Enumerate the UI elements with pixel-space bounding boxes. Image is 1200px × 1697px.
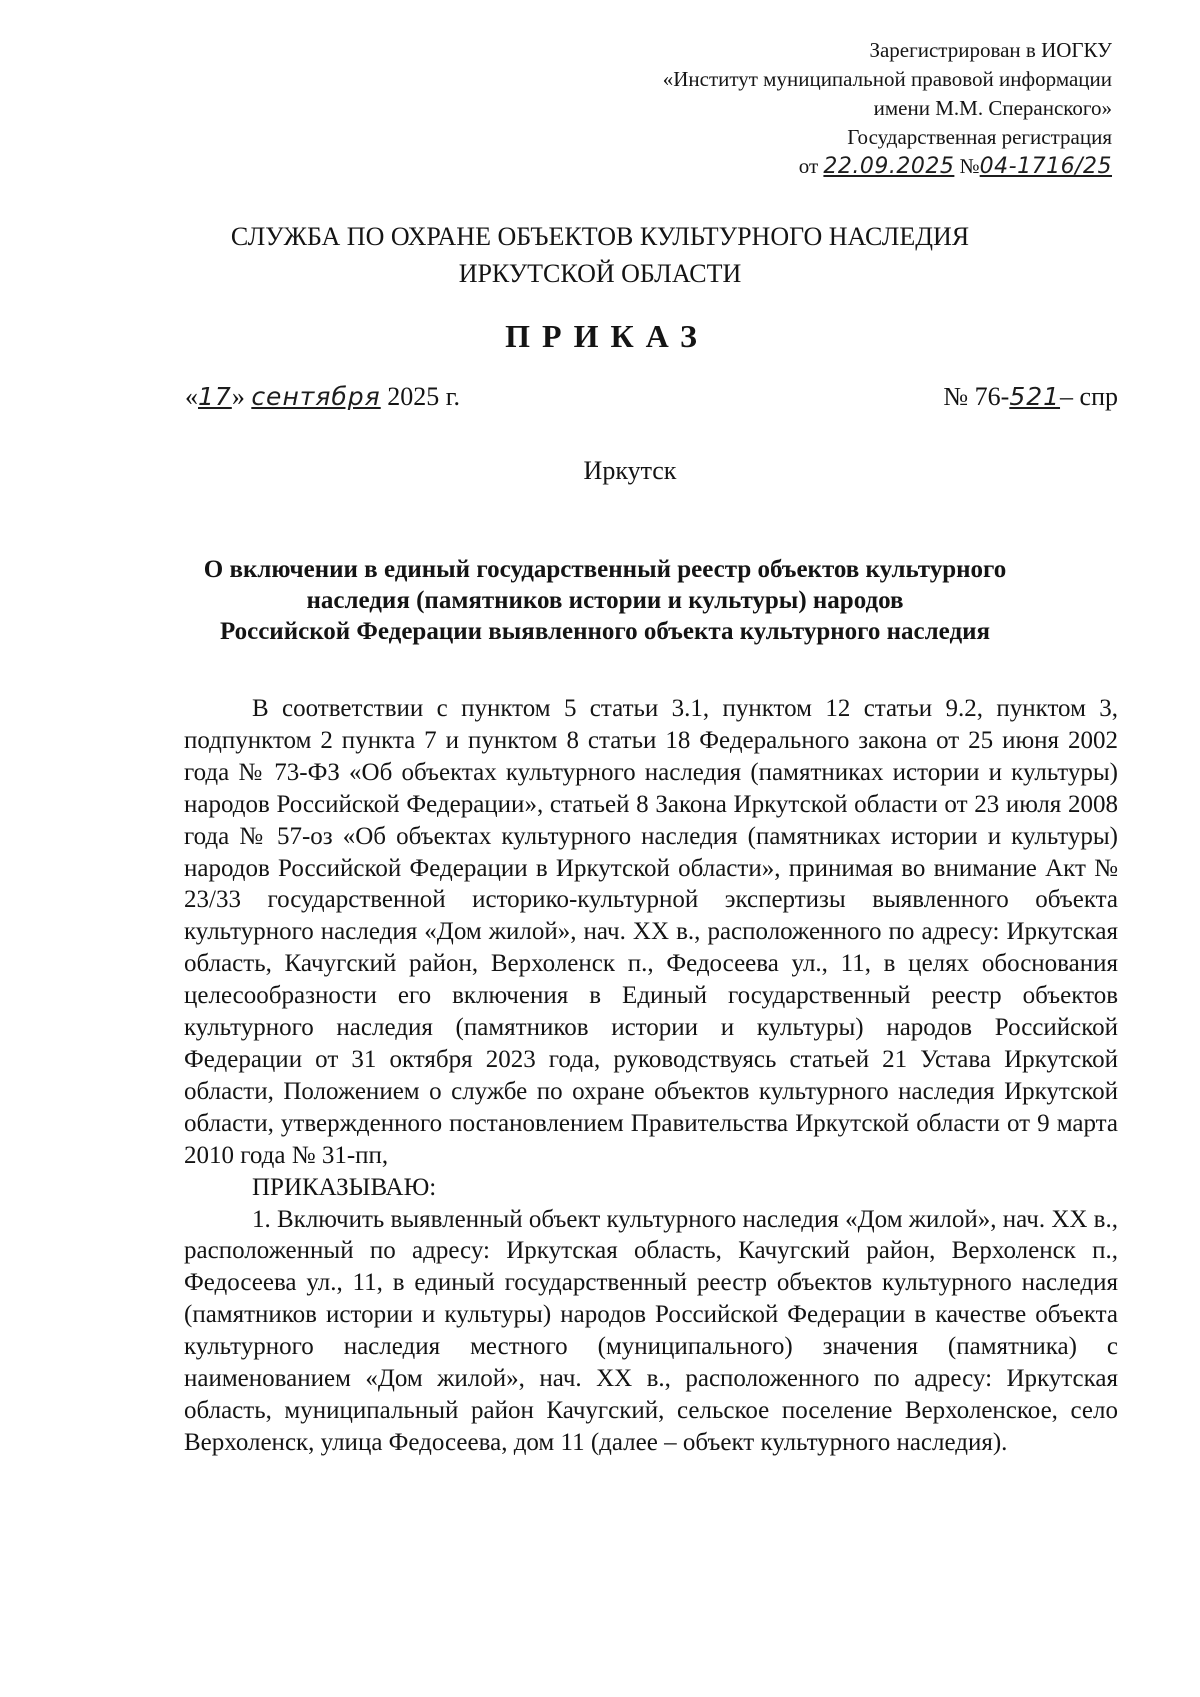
organization-line-1: СЛУЖБА ПО ОХРАНЕ ОБЪЕКТОВ КУЛЬТУРНОГО НАСЛЕДИЯ	[230, 222, 970, 251]
organization-line-2: ИРКУТСКОЙ ОБЛАСТИ	[458, 259, 742, 288]
registration-stamp	[552, 36, 1112, 181]
order-number-prefix: № 76-	[943, 382, 1010, 411]
organization-name	[0, 218, 1200, 292]
order-body	[184, 693, 1118, 1459]
order-month-handwritten: сентября	[251, 382, 381, 411]
registration-line-4: Государственная регистрация	[847, 125, 1112, 149]
document-type-title: ПРИКАЗ	[505, 318, 709, 354]
subject-line-3: Российской Федерации выявленного объекта культурного наследия	[219, 618, 991, 645]
order-subject	[140, 554, 1070, 647]
order-directive-word: ПРИКАЗЫВАЮ:	[252, 1173, 437, 1201]
order-year: 2025 г.	[387, 382, 460, 411]
registration-date-prefix: от	[798, 154, 819, 178]
date-close-quote: »	[231, 382, 245, 411]
order-number	[943, 382, 1118, 412]
registration-number-handwritten: 04-1716/25	[979, 154, 1112, 179]
subject-line-1: О включении в единый государственный реестр объектов культурного	[203, 556, 1007, 583]
order-number-suffix: – спр	[1060, 382, 1118, 411]
registration-line-2: «Институт муниципальной правовой информации	[662, 67, 1112, 91]
registration-line-1: Зарегистрирован в ИОГКУ	[869, 38, 1112, 62]
registration-line-3: имени М.М. Сперанского»	[873, 96, 1112, 120]
preamble-paragraph: В соответствии с пунктом 5 статьи 3.1, пунктом 12 статьи 9.2, пунктом 3, подпунктом 2 пункта 7 и пунктом 8 статьи 18 Федерального закона от 25 июня 2002 года № 73-ФЗ «Об объектах культурного наследия (памятниках истории и культуры) народов Российской Федерации», статьей 8 Закона Иркутской области от 23 июля 2008 года № 57-оз «Об объектах культурного наследия (памятниках истории и культуры) народов Российской Федерации в Иркутской области», принимая во внимание Акт № 23/33 государственной историко-культурной экспертизы выявленного объекта культурного наследия «Дом жилой», нач. XX в., расположенного по адресу: Иркутская область, Качугский район, Верхоленск п., Федосеева ул., 11, в целях обоснования целесообразности его включения в Единый государственный реестр объектов культурного наследия (памятников истории и культуры) народов Российской Федерации от 31 октября 2023 года, руководствуясь статьей 21 Устава Иркутской области, Положением о службе по охране объектов культурного наследия Иркутской области, утвержденного постановлением Правительства Иркутской области от 9 марта 2010 года № 31-пп,	[184, 695, 1118, 1169]
order-number-handwritten: 521	[1009, 382, 1061, 411]
order-item-1: 1. Включить выявленный объект культурного наследия «Дом жилой», нач. XX в., расположенный по адресу: Иркутская область, Качугский район, Верхоленск п., Федосеева ул., 11, в единый государственный реестр объектов культурного наследия (памятников истории и культуры) народов Российской Федерации в качестве объекта культурного наследия местного (муниципального) значения (памятника) с наименованием «Дом жилой», нач. XX в., расположенного по адресу: Иркутская область, муниципальный район Качугский, сельское поселение Верхоленское, село Верхоленск, улица Федосеева, дом 11 (далее – объект культурного наследия).	[184, 1205, 1118, 1456]
order-date	[185, 382, 460, 412]
registration-date-handwritten: 22.09.2025	[823, 154, 955, 179]
city-name: Иркутск	[583, 456, 677, 485]
subject-line-2: наследия (памятников истории и культуры) народов	[306, 587, 904, 614]
date-open-quote: «	[185, 382, 198, 411]
order-date-number-row	[185, 382, 1118, 422]
registration-number-line	[552, 152, 1112, 181]
registration-number-prefix: №	[959, 154, 980, 178]
order-day-handwritten: 17	[198, 382, 232, 411]
